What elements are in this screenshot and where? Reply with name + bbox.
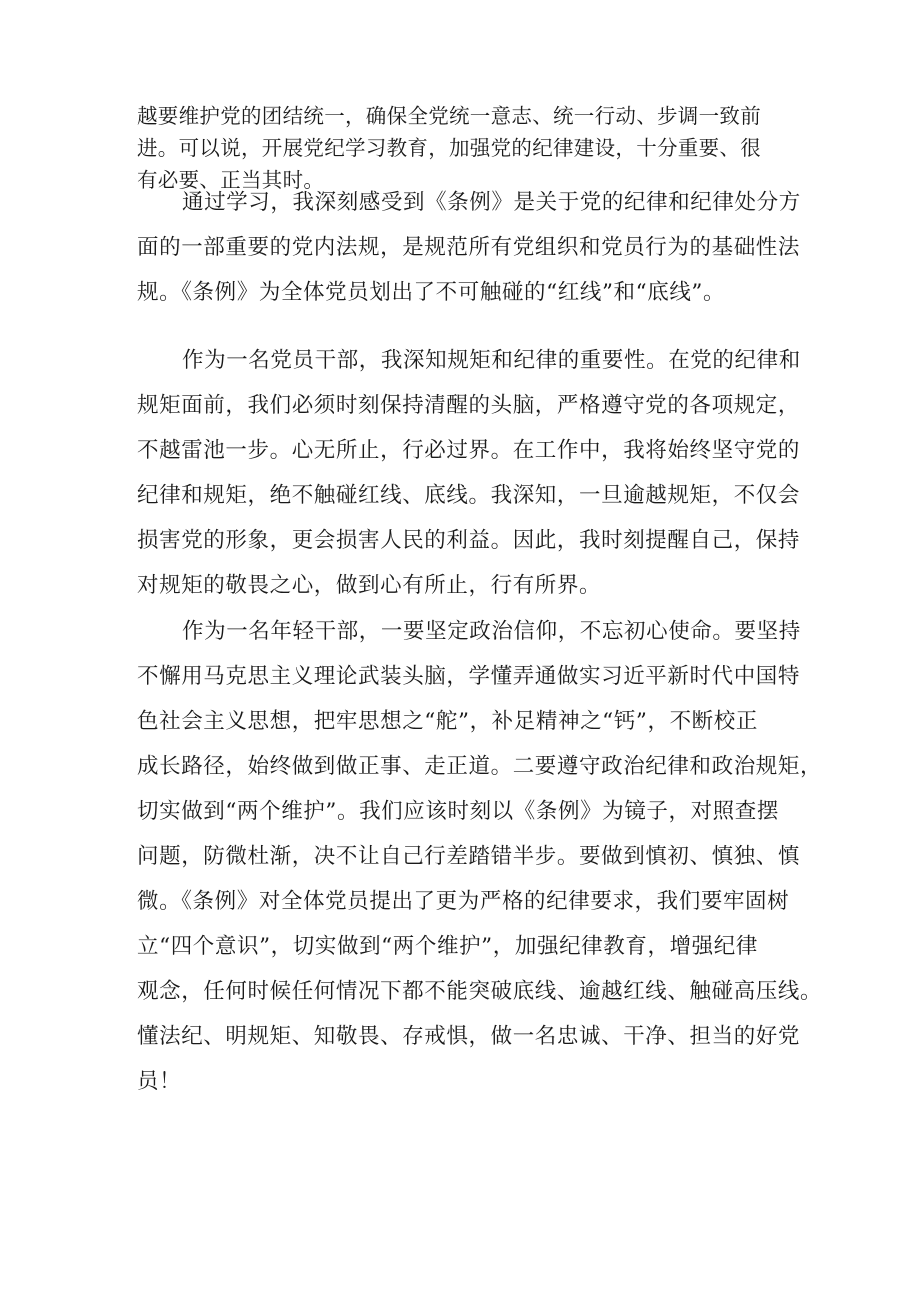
paragraph-4 [137,609,823,1104]
paragraph-line: 对规矩的敬畏之心，做到心有所止，行有所界。 [137,573,602,598]
paragraph-line: 微。《条例》对全体党员提出了更为严格的纪律要求，我们要牢固树 [137,889,790,914]
paragraph-line: 员！ [137,1069,182,1094]
paragraph-line: 规矩面前，我们必须时刻保持清醒的头脑，严格遵守党的各项规定， [137,393,801,418]
paragraph-line: 作为一名党员干部，我深知规矩和纪律的重要性。在党的纪律和 [182,348,801,373]
paragraph-2 [137,180,801,315]
paragraph-line: 通过学习，我深刻感受到《条例》是关于党的纪律和纪律处分方 [182,190,801,215]
paragraph-line: 问题，防微杜渐，决不让自己行差踏错半步。要做到慎初、慎独、慎 [137,844,801,869]
paragraph-line: 规。《条例》为全体党员划出了不可触碰的“红线”和“底线”。 [137,280,726,305]
paragraph-line: 越要维护党的团结统一，确保全党统一意志、统一行动、步调一致前 [137,104,761,128]
paragraph-line: 进。可以说，开展党纪学习教育，加强党的纪律建设，十分重要、很 [137,136,761,160]
paragraph-3 [137,338,801,608]
paragraph-line: 成长路径，始终做到做正事、走正道。二要遵守政治纪律和政治规矩， [137,754,823,779]
paragraph-line: 立“四个意识”，切实做到“两个维护”，加强纪律教育，增强纪律 [137,934,758,959]
paragraph-line: 不越雷池一步。心无所止，行必过界。在工作中，我将始终坚守党的 [137,438,801,463]
paragraph-line: 有必要、正当其时。 [137,168,325,192]
paragraph-line: 懂法纪、明规矩、知敬畏、存戒惧，做一名忠诚、干净、担当的好党 [137,1024,801,1049]
paragraph-line: 损害党的形象，更会损害人民的利益。因此，我时刻提醒自己，保持 [137,528,801,553]
paragraph-line: 作为一名年轻干部，一要坚定政治信仰，不忘初心使命。要坚持 [182,619,801,644]
paragraph-line: 面的一部重要的党内法规，是规范所有党组织和党员行为的基础性法 [137,235,801,260]
paragraph-line: 观念，任何时候任何情况下都不能突破底线、逾越红线、触碰高压线。 [137,979,823,1004]
paragraph-line: 切实做到“两个维护”。我们应该时刻以《条例》为镜子，对照查摆 [137,799,779,824]
paragraph-line: 色社会主义思想，把牢思想之“舵”，补足精神之“钙”，不断校正 [137,709,758,734]
paragraph-line: 纪律和规矩，绝不触碰红线、底线。我深知，一旦逾越规矩，不仅会 [137,483,801,508]
paragraph-line: 不懈用马克思主义理论武装头脑，学懂弄通做实习近平新时代中国特 [137,664,801,689]
